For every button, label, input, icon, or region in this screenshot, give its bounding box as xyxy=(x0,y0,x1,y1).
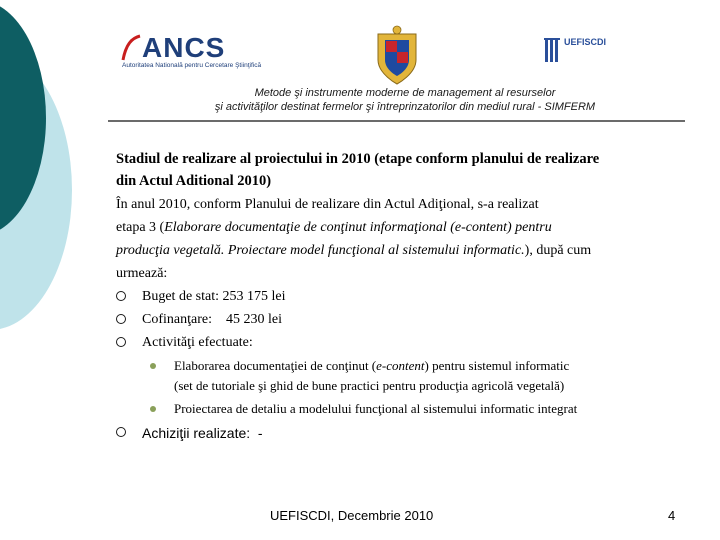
header-divider xyxy=(108,120,685,122)
header-line-2: şi activităţilor destinat fermelor şi întreprinzatorilor din mediul rural - SIMFERM xyxy=(214,101,596,113)
decorative-teal-shapes xyxy=(0,0,120,340)
bullet-dot-icon xyxy=(150,363,156,369)
uefiscdi-logo xyxy=(544,33,607,69)
footer-text: UEFISCDI, Decembrie 2010 xyxy=(270,508,434,523)
intro-line-3 xyxy=(116,239,676,262)
uefiscdi-logo-text: UEFISCDI xyxy=(564,37,607,47)
sub-item-text: Proiectarea de detaliu a modelului funcţional al sistemului informatic integrat xyxy=(174,401,578,416)
page-number: 4 xyxy=(668,508,676,523)
coat-of-arms-icon xyxy=(372,24,422,86)
header-line-1: Metode şi instrumente moderne de management al resurselor xyxy=(254,87,556,99)
title-line-1: Stadiul de realizare al proiectului in 2010 (etape conform planului de realizare xyxy=(116,151,600,167)
intro-line-3-suffix: ), după cum xyxy=(524,243,592,258)
intro-line-4: urmează: xyxy=(116,266,168,281)
slide-title xyxy=(116,148,676,192)
bullet-dot-icon xyxy=(150,406,156,412)
bullet-circle-icon xyxy=(116,427,126,437)
sub-item-prefix: Elaborarea documentaţiei de conţinut ( xyxy=(174,358,377,373)
title-line-2: din Actul Aditional 2010) xyxy=(116,173,272,189)
intro-line-2 xyxy=(116,216,676,239)
ancs-logo-text: ANCS xyxy=(142,32,226,63)
intro-line-2-italic: Elaborare documentaţie de conţinut informaţional (e-content) pentru xyxy=(164,220,552,235)
list-item-text: Activităţi efectuate: xyxy=(142,335,253,350)
intro-line-2-prefix: etapa 3 ( xyxy=(116,220,165,235)
ancs-logo-subtitle: Autoritatea Natională pentru Cercetare Ştiinţifică xyxy=(122,62,262,69)
sub-item-italic: e-content xyxy=(376,358,425,373)
sub-item-line-2: (set de tutoriale şi ghid de bune practici pentru producţia agricolă vegetală) xyxy=(174,378,565,393)
intro-line-3-italic: producţia vegetală. Proiectare model funcţional al sistemului informatic. xyxy=(116,243,525,258)
sub-item-suffix: ) pentru sistemul informatic xyxy=(424,358,570,373)
ancs-logo xyxy=(120,30,260,76)
intro-paragraph xyxy=(116,193,676,285)
bullet-circle-icon xyxy=(116,291,126,301)
list-item-text: Cofinanţare: 45 230 lei xyxy=(142,312,282,327)
intro-line-1: În anul 2010, conform Planului de realizare din Actul Adiţional, s-a realizat xyxy=(116,197,539,212)
slide-header xyxy=(140,86,670,114)
bullet-circle-icon xyxy=(116,314,126,324)
list-item-text: Achiziţii realizate: - xyxy=(142,425,263,441)
sub-item-line-1 xyxy=(174,356,679,376)
bullet-circle-icon xyxy=(116,337,126,347)
list-item-text: Buget de stat: 253 175 lei xyxy=(142,289,286,304)
